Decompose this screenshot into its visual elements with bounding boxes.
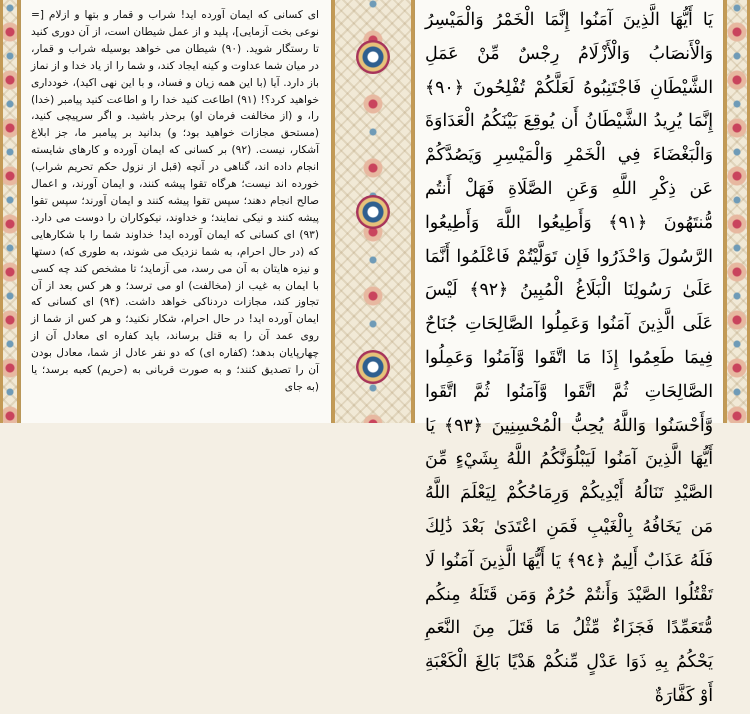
right-ornamental-border [724,0,750,423]
arabic-verses-text: يَا أَيُّهَا الَّذِينَ آمَنُوا إِنَّمَا الْخَمْرُ وَالْمَيْسِرُ وَالْأَنصَابُ وَالْأَزْلَامُ رِجْسٌ مِّنْ عَمَلِ الشَّيْطَانِ فَاجْتَنِبُوهُ لَعَلَّكُمْ تُفْلِحُونَ ﴿٩٠﴾ إِنَّمَا يُرِيدُ الشَّيْطَانُ أَن يُوقِعَ بَيْنَكُمُ الْعَدَاوَةَ وَالْبَغْضَاءَ فِي الْخَمْرِ وَالْمَيْسِرِ وَيَصُدَّكُمْ عَن ذِكْرِ اللَّهِ وَعَنِ الصَّلَاةِ فَهَلْ أَنتُم مُّنتَهُونَ ﴿٩١﴾ وَأَطِيعُوا اللَّهَ وَأَطِيعُوا الرَّسُولَ وَاحْذَرُوا فَإِن تَوَلَّيْتُمْ فَاعْلَمُوا أَنَّمَا عَلَىٰ رَسُولِنَا الْبَلَاغُ الْمُبِينُ ﴿٩٢﴾ لَيْسَ عَلَى الَّذِينَ آمَنُوا وَعَمِلُوا الصَّالِحَاتِ جُنَاحٌ فِيمَا طَعِمُوا إِذَا مَا اتَّقَوا وَّآمَنُوا وَعَمِلُوا الصَّالِحَاتِ ثُمَّ اتَّقَوا وَّآمَنُوا ثُمَّ اتَّقَوا وَّأَحْسَنُوا وَاللَّهُ يُحِبُّ الْمُحْسِنِينَ ﴿٩٣﴾ يَا أَيُّهَا الَّذِينَ آمَنُوا لَيَبْلُوَنَّكُمُ اللَّهُ بِشَيْءٍ مِّنَ الصَّيْدِ تَنَالُهُ أَيْدِيكُمْ وَرِمَاحُكُمْ لِيَعْلَمَ اللَّهُ مَن يَخَافُهُ بِالْغَيْبِ فَمَنِ اعْتَدَىٰ بَعْدَ ذَٰلِكَ فَلَهُ عَذَابٌ أَلِيمٌ ﴿٩٤﴾ يَا أَيُّهَا الَّذِينَ آمَنُوا لَا تَقْتُلُوا الصَّيْدَ وَأَنتُمْ حُرُمٌ وَمَن قَتَلَهُ مِنكُم مُّتَعَمِّدًا فَجَزَاءٌ مِّثْلُ مَا قَتَلَ مِنَ النَّعَمِ يَحْكُمُ بِهِ ذَوَا عَدْلٍ مِّنكُمْ هَدْيًا بَالِغَ الْكَعْبَةِ أَوْ كَفَّارَةٌ [425,10,714,706]
translation-page [20,0,332,423]
quran-page [414,0,724,706]
floral-medallion-icon [356,40,390,74]
floral-medallion-icon [356,195,390,229]
persian-translation-text: ای کسانی که ایمان آورده اید! شراب و قمار و بتها و ازلام [= نوعی بخت آزمایی]، پلید و از عمل شیطان است، از آن دوری کنید تا رستگار شوید. (۹۰) شیطان می خواهد بوسیله شراب و قمار، در میان شما عداوت و کینه ایجاد کند، و شما را از یاد خدا و از نماز باز دارد. آیا (با این همه زیان و فساد، و با این نهی اکید)، خودداری خواهید کرد؟! (۹۱) اطاعت کنید خدا را و اطاعت کنید پیامبر (خدا) را، و (از مخالفت فرمان او) برحذر باشید. و اگر سرپیچی کنید، (مستحق مجازات خواهید بود؛ و) بدانید بر پیامبر ما، جز ابلاغ آشکار، نیست. (۹۲) بر کسانی که ایمان آورده و کارهای شایسته انجام داده اند، گناهی در آنچه (قبل از نزول حکم تحریم شراب) خورده اند نیست؛ هرگاه تقوا پیشه کنند، و ایمان آورند، و اعمال صالح انجام دهند؛ سپس تقوا پیشه کنند و ایمان آورند؛ سپس تقوا پیشه کنند و نیکی نمایند؛ و خداوند، نیکوکاران را دوست می دارد. (۹۳) ای کسانی که ایمان آورده اید! خداوند شما را با شکارهایی که (در حال احرام، به شما نزدیک می شوند، به طوری که) دستها و نیزه هایتان به آن می رسد، می آزماید؛ تا مشخص کند چه کسی با ایمان به غیب از (مخالفت) او می ترسد؛ و هر کس بعد از آن تجاوز کند، مجازات دردناکی خواهد داشت. (۹۴) ای کسانی که ایمان آورده اید! در حال احرام، شکار نکنید؛ و هر کس از شما از روی عمد آن را به قتل برساند، باید کفاره ای معادل آن از چهارپایان بدهد؛ (کفاره ای) که دو نفر عادل از شما، معادل بودن آن را تصدیق کنند؛ و به صورت قربانی به (حریم) کعبه برسد؛ یا (به جای [31,9,320,393]
floral-medallion-icon [356,350,390,384]
left-ornamental-border [0,0,20,423]
center-ornamental-border [332,0,414,423]
